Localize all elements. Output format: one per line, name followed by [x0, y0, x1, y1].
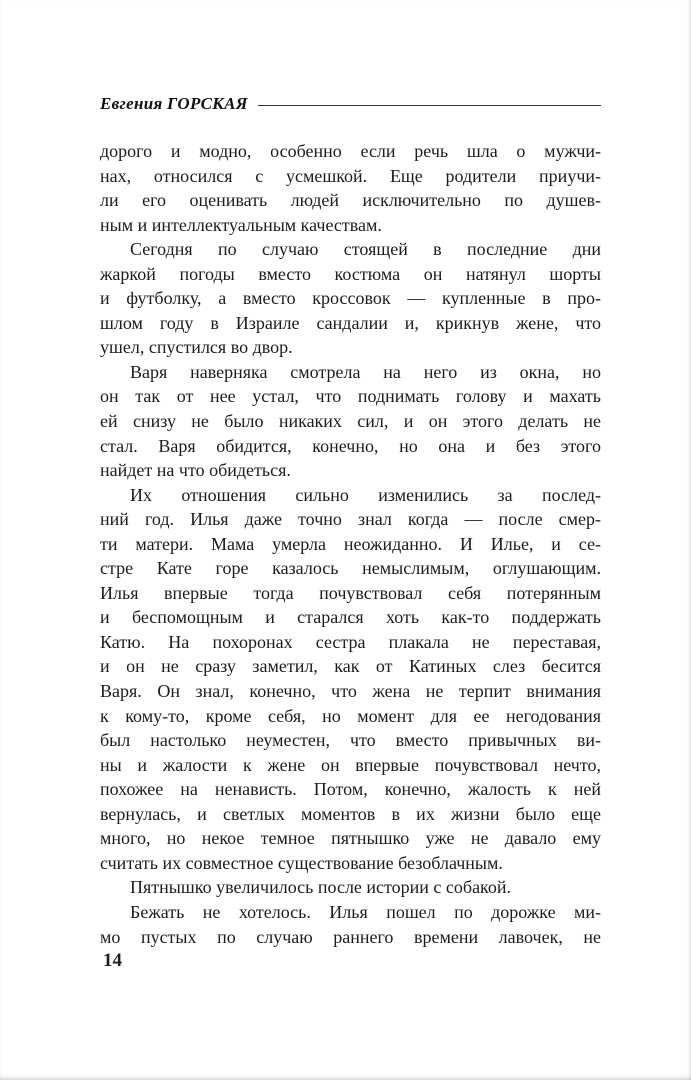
- text-line: Сегодня по случаю стоящей в последние дни: [130, 239, 601, 260]
- text-line: и футболку, а вместо кроссовок — купленные в про-: [100, 288, 601, 309]
- text-line: стре Кате горе казалось немыслимым, оглушающим.: [100, 558, 601, 579]
- body-text: [100, 139, 601, 949]
- text-line: много, но некое темное пятнышко уже не давало ему: [100, 828, 601, 849]
- paragraph: [100, 139, 601, 237]
- text-column: [100, 94, 601, 949]
- text-line: дорого и модно, особенно если речь шла о мужчи-: [100, 141, 601, 161]
- text-line: ным и интеллектуальным качествам.: [100, 214, 382, 235]
- text-line: Катю. На похоронах сестра плакала не переставая,: [100, 631, 601, 652]
- paragraph: [100, 900, 601, 949]
- header-rule: [258, 105, 601, 106]
- text-line: был настолько неуместен, что вместо привычных ви-: [100, 730, 601, 751]
- text-line: мо пустых по случаю раннего времени лавочек, не: [100, 926, 601, 947]
- paragraph: [100, 237, 601, 360]
- text-line: ны и жалости к жене он впервые почувствовал нечто,: [100, 754, 601, 775]
- text-line: Бежать не хотелось. Илья пошел по дорожке ми-: [130, 901, 601, 922]
- text-line: ли его оценивать людей исключительно по душев-: [100, 190, 601, 211]
- running-header: [100, 94, 601, 116]
- text-line: и беспомощным и старался хоть как-то поддержать: [100, 607, 601, 628]
- text-line: ти матери. Мама умерла неожиданно. И Илье, и се-: [100, 533, 601, 554]
- text-line: шлом году в Израиле сандалии и, крикнув жене, что: [100, 312, 601, 333]
- text-line: считать их совместное существование безоблачным.: [100, 852, 503, 873]
- text-line: Илья впервые тогда почувствовал себя потерянным: [100, 582, 601, 603]
- text-line: ушел, спустился во двор.: [100, 337, 293, 358]
- author-name: Евгения ГОРСКАЯ: [100, 94, 248, 113]
- text-line: ний год. Илья даже точно знал когда — после смер-: [100, 509, 601, 530]
- text-line: похожее на ненависть. Потом, конечно, жалость к ней: [100, 779, 601, 800]
- text-line: к кому-то, кроме себя, но момент для ее негодования: [100, 705, 601, 726]
- paragraph: [100, 875, 601, 900]
- text-line: вернулась, и светлых моментов в их жизни было еще: [100, 803, 601, 824]
- text-line: Их отношения сильно изменились за послед-: [130, 484, 601, 505]
- page-number: 14: [103, 950, 122, 971]
- text-line: он так от нее устал, что поднимать голову и махать: [100, 386, 601, 407]
- paragraph: [100, 483, 601, 876]
- text-line: жаркой погоды вместо костюма он натянул шорты: [100, 263, 601, 284]
- text-line: нах, относился с усмешкой. Еще родители приучи-: [100, 165, 601, 186]
- text-line: Пятнышко увеличилось после истории с собакой.: [130, 877, 512, 898]
- text-line: стал. Варя обидится, конечно, но она и без этого: [100, 435, 601, 456]
- text-line: Варя наверняка смотрела на него из окна, но: [130, 361, 601, 382]
- paragraph: [100, 360, 601, 483]
- text-line: найдет на что обидеться.: [100, 460, 291, 481]
- text-line: и он не сразу заметил, как от Катиных слез бесится: [100, 656, 601, 677]
- text-line: Варя. Он знал, конечно, что жена не терпит внимания: [100, 681, 601, 702]
- text-line: ей снизу не было никаких сил, и он этого делать не: [100, 411, 601, 432]
